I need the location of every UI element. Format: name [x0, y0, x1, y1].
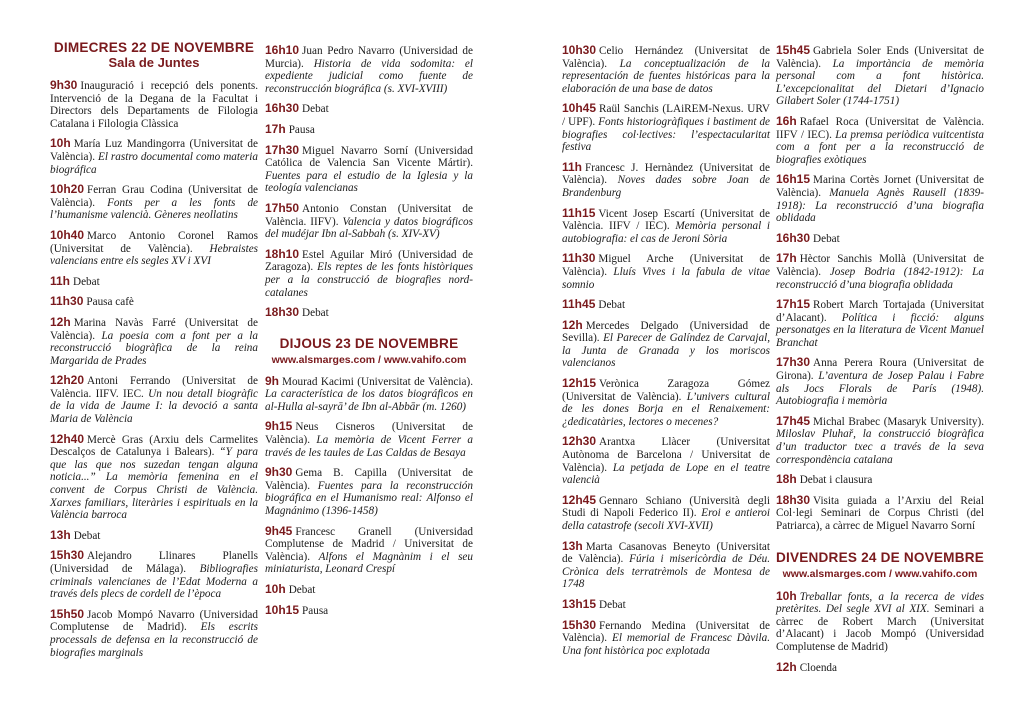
- entry-speaker: Mercè Gras (Arxiu dels Carmelites Descalços de Catalunya i Balears).: [50, 433, 258, 459]
- schedule-entry: [265, 248, 473, 299]
- entry-speaker: Marina Cortès Jornet (Universitat de València).: [776, 174, 984, 199]
- schedule-entry: [562, 319, 770, 370]
- entry-talk-title: Memòria personal i autobiografia: el cas de Jeroni Sòria: [562, 220, 771, 245]
- entry-speaker: Francesc J. Hernàndez (Universitat de València).: [562, 161, 770, 187]
- entry-talk-title: La característica de los datos biográficos en al-Hulla al-sayrā’ de Ibn al-Abbār (m. 1260): [265, 388, 473, 413]
- entry-time: 13h15: [562, 596, 597, 611]
- schedule-entry: [265, 144, 473, 195]
- entry-speaker: Ferran Grau Codina (Universitat de València).: [50, 184, 258, 209]
- entry-speaker: Pausa cafè: [86, 296, 134, 309]
- entry-time: 18h10: [265, 246, 300, 261]
- entry-talk-title: El memorial de Francesc Dàvila. Una font històrica poc explotada: [562, 632, 770, 657]
- entry-talk-title: La premsa periòdica vuitcentista com a font per a la reconstrucció de biografies exòtiques: [776, 128, 985, 166]
- day-heading-wednesday: DIMECRES 22 DE NOVEMBRE: [53, 40, 255, 55]
- schedule-entry: [562, 298, 770, 312]
- entry-speaker: Debat: [302, 103, 329, 116]
- entry-speaker: Arantxa Llàcer (Universitat Autònoma de Barcelona / Universitat de València).: [562, 436, 770, 474]
- entry-time: 16h: [776, 113, 797, 128]
- entry-time: 16h15: [776, 172, 811, 187]
- entry-time: 15h30: [562, 617, 597, 632]
- entry-speaker: Debat: [288, 584, 316, 596]
- entry-speaker: Anna Perera Roura (Universitat de Girona).: [776, 357, 984, 383]
- entry-speaker: Robert March Tortajada (Universitat d’Alacant).: [776, 299, 984, 324]
- entry-speaker: Mourad Kacimi (Universitat de València).: [282, 375, 473, 388]
- entry-time: 15h50: [50, 606, 85, 621]
- entry-talk-title: Valencia y datos biográficos del mudéjar Ibn al-Sabbah (s. XIV-XV): [265, 215, 474, 241]
- entry-time: 10h20: [50, 182, 85, 197]
- schedule-entry: [50, 549, 258, 600]
- entry-time: 18h30: [265, 305, 300, 320]
- entry-speaker: Mercedes Delgado (Universidad de Sevilla).: [562, 319, 770, 345]
- schedule-entry: [50, 79, 258, 130]
- schedule-entry: [776, 252, 984, 291]
- schedule-entry: [265, 202, 473, 241]
- entry-time: 17h45: [776, 413, 811, 428]
- schedule-entry: [776, 173, 984, 224]
- entry-talk-title: La importància de memòria personal com a font històrica. L’excepcionalitat del Dietari d’Ignacio Gilabert Soler (1744-1751): [776, 57, 985, 108]
- day-heading-friday: DIVENDRES 24 DE NOVEMBRE: [776, 549, 984, 565]
- entry-time: 11h15: [562, 205, 596, 220]
- entry-time: 10h30: [562, 43, 597, 57]
- entry-talk-title: Noves dades sobre Joan de Brandenburg: [562, 174, 771, 199]
- entry-speaker: Michal Brabec (Masaryk University).: [813, 415, 984, 428]
- entry-speaker: Miguel Arche (Universitat de València).: [562, 253, 770, 278]
- entry-speaker: Juan Pedro Navarro (Universidad de Murcia).: [265, 45, 473, 70]
- entry-talk-title: L’aventura de Josep Palau i Fabre als Jocs Florals de París (1948). Autobiografia i memòria: [776, 370, 984, 408]
- schedule-entry: [776, 115, 984, 166]
- entry-speaker: Miguel Navarro Sorní (Universidad Católica de Valencia San Vicente Mártir).: [265, 144, 473, 170]
- schedule-entry: [50, 433, 258, 522]
- schedule-entry: [50, 316, 258, 367]
- entry-talk-title: Manuela Agnès Rausell (1839-1918): La reconstrucció d’una biografia oblidada: [776, 186, 985, 225]
- entry-time: 10h: [776, 588, 797, 603]
- entry-time: 9h45: [265, 523, 293, 538]
- entry-time: 12h: [776, 659, 797, 674]
- entry-speaker: Debat: [73, 275, 100, 288]
- schedule-entry: [50, 229, 258, 268]
- schedule-entry: [562, 252, 770, 291]
- entry-time: 10h: [265, 582, 286, 596]
- entry-time: 16h30: [265, 101, 300, 116]
- entry-time: 12h30: [562, 434, 597, 449]
- entry-speaker: Pausa: [302, 604, 329, 617]
- entry-speaker: Jacob Mompó Navarro (Universidad Complutense de Madrid).: [50, 608, 258, 634]
- entry-speaker: Inauguració i recepció dels ponents. Intervenció de la Degana de la Facultat i Directors dels Departaments de Filologia Catalana i Filologia Clàssica: [50, 80, 258, 130]
- entry-time: 9h15: [265, 419, 293, 434]
- schedule-entry: [776, 44, 984, 108]
- entry-time: 12h40: [50, 431, 85, 446]
- entry-time: 12h: [50, 314, 71, 329]
- entry-time: 17h30: [776, 355, 811, 370]
- entry-talk-title: L’univers cultural de les dones Borja en el Renaixement: ¿dedicatàries, lectores o mecenes?: [562, 390, 771, 428]
- schedule-entry: [265, 375, 473, 414]
- entry-speaker: Francesc Granell (Universidad Complutense de Madrid / Universitat de València).: [265, 525, 473, 563]
- entry-time: 17h50: [265, 200, 300, 215]
- entry-talk-title: Fúria i misericòrdia de Déu. Crònica dels terratrèmols de Montesa de 1748: [562, 553, 770, 591]
- entry-speaker: Fernando Medina (Universitat de València).: [562, 619, 770, 645]
- schedule-entry: [265, 525, 473, 576]
- entry-speaker: Cloenda: [799, 661, 837, 674]
- entry-talk-title: Eroi e antieroi della catastrofe (secoli XVI-XVII): [562, 507, 771, 532]
- entry-talk-title: La conceptualización de la representación de fuentes históricas para la elaboración de una base de datos: [562, 57, 770, 95]
- website-link-friday[interactable]: www.alsmarges.com / www.vahifo.com: [782, 567, 978, 580]
- entry-talk-title: Hebraistes valencians entre els segles XV i XVI: [50, 242, 259, 268]
- schedule-entry: [562, 377, 770, 428]
- entry-talk-title: Fonts per a les fonts de l’humanisme valencià. Gèneres neollatins: [50, 196, 258, 222]
- entry-speaker: Rafael Roca (Universitat de València. IIFV / IEC).: [776, 115, 984, 141]
- entry-talk-title: Els escrits processals de defensa en la reconstrucció de biografies marginals: [50, 621, 259, 659]
- schedule-entry: [50, 275, 258, 289]
- entry-speaker: Vicent Josep Escartí (Universitat de València. IIFV / IEC).: [562, 207, 770, 233]
- entry-time: 12h15: [562, 376, 597, 391]
- entry-speaker: Gabriela Soler Ends (Universitat de València).: [776, 45, 984, 70]
- entry-time: 15h45: [776, 43, 811, 57]
- schedule-entry: [562, 161, 770, 200]
- schedule-entry: [776, 232, 984, 246]
- entry-speaker: Neus Cisneros (Universitat de València).: [265, 421, 473, 447]
- entry-time: 12h45: [562, 492, 597, 507]
- entry-speaker: María Luz Mandingorra (Universitat de València).: [50, 138, 258, 163]
- entry-time: 18h30: [776, 492, 811, 507]
- entry-talk-title: La memòria de Vicent Ferrer a través de les taules de Las Caldas de Besaya: [265, 434, 473, 459]
- entry-talk-title: Alfons el Magnànim i el seu miniaturista, Leonard Crespí: [265, 550, 473, 576]
- entry-speaker: Raül Sanchis (LAiREM-Nexus. URV / UPF).: [562, 103, 770, 128]
- entry-talk-title: Miloslav Pluhař, la construcció biogràfica d’un traductor txec a través de la seva correspondència catalana: [776, 428, 984, 466]
- entry-talk-title: Política i ficció: alguns personatges en la literatura de Vicent Manuel Branchat: [776, 311, 984, 349]
- schedule-entry: [562, 494, 770, 533]
- venue-subtitle: Sala de Juntes: [108, 55, 200, 70]
- schedule-entry: [776, 356, 984, 407]
- entry-speaker: Visita guiada a l’Arxiu del Reial Col·legi Seminari de Corpus Christi (del Patriarca), a càrrec de Miguel Navarro Sorní: [776, 494, 984, 532]
- entry-time: 12h20: [50, 373, 85, 388]
- entry-talk-title: El Parecer de Galíndez de Carvajal, la Junta de Granada y los moriscos valencianos: [562, 332, 771, 370]
- column-3: [562, 40, 770, 664]
- entry-time: 11h: [50, 273, 71, 288]
- schedule-entry: [776, 415, 984, 466]
- schedule-entry: [265, 604, 473, 618]
- schedule-entry: [562, 44, 770, 95]
- schedule-entry: [265, 102, 473, 116]
- entry-speaker: Debat: [813, 232, 840, 245]
- entry-speaker: Estel Aguilar Miró (Universidad de Zaragoza).: [265, 248, 473, 274]
- column-1: [50, 40, 258, 666]
- entry-talk-title: Lluís Vives i la fabula de vitae somnio: [562, 265, 771, 291]
- entry-time: 17h: [776, 251, 797, 266]
- schedule-entry: [265, 466, 473, 517]
- entry-speaker: Antonio Constan (Universitat de València. IIFV).: [265, 202, 473, 228]
- column-4: [776, 40, 984, 681]
- entry-time: 18h: [776, 472, 797, 487]
- entry-talk-title: Fuentes para la reconstrucción biográfica en el Humanismo real: Alfonso el Magnánimo (1396-1458): [265, 479, 473, 518]
- entry-speaker: Gema B. Capilla (Universitat de València).: [265, 467, 473, 492]
- schedule-entry: [562, 598, 770, 612]
- schedule-entry: [50, 183, 258, 222]
- entry-talk-title: Un nou detall biogràfic de la vida de Jaume I: la devoció a santa Maria de València: [50, 387, 259, 426]
- entry-talk-title: Bibliografies criminals valencianes de l’Edat Moderna a través dels plecs de cordell de l’època: [50, 563, 258, 601]
- entry-speaker: Debat: [598, 299, 626, 312]
- schedule-entry: [776, 661, 984, 675]
- schedule-entry: [562, 102, 770, 153]
- website-link-thursday[interactable]: www.alsmarges.com / www.vahifo.com: [271, 353, 467, 366]
- entry-time: 17h15: [776, 297, 811, 312]
- entry-speaker: Antoni Ferrando (Universitat de València. IIFV. IEC.: [50, 375, 258, 400]
- schedule-entry: [776, 494, 984, 533]
- entry-talk-title: Fonts historiogràfiques i bastiment de biografies col·lectives: l’espectacularitat festiva: [562, 115, 771, 154]
- entry-speaker: Marina Navàs Farré (Universitat de València).: [50, 316, 258, 342]
- entry-time: 10h40: [50, 227, 85, 242]
- schedule-entry: [50, 529, 258, 543]
- schedule-entry: [562, 435, 770, 486]
- entry-time: 10h45: [562, 101, 597, 116]
- entry-time: 10h: [50, 136, 71, 151]
- entry-time: 11h30: [562, 251, 596, 266]
- entry-speaker: Marco Antonio Coronel Ramos (Universitat de València).: [50, 229, 258, 255]
- entry-time: 9h30: [265, 465, 293, 480]
- entry-speaker: Pausa: [288, 123, 315, 136]
- day-heading-thursday: DIJOUS 23 DE NOVEMBRE: [279, 335, 459, 351]
- schedule-entry: [265, 420, 473, 459]
- entry-speaker: Alejandro Llinares Planells (Universidad de Málaga).: [50, 550, 258, 575]
- entry-speaker: Debat: [599, 598, 626, 611]
- schedule-entry: [265, 44, 473, 95]
- entry-speaker: Marta Casanovas Beneyto (Universitat de València).: [562, 540, 770, 566]
- schedule-entry: [50, 137, 258, 176]
- entry-talk-title: Josep Bodria (1842-1912): La reconstrucció d’una biografia oblidada: [776, 265, 984, 291]
- entry-speaker: Gennaro Schiano (Università degli Studi di Napoli Federico II).: [562, 494, 770, 520]
- schedule-entry: [562, 540, 770, 591]
- entry-talk-title: “Y para que las que nos suzedan tengan alguna noticia...” La memòria femenina en el convent de Corpus Christi de València. Xarxes familiars, literàries i espirituals en la València barroca: [50, 446, 258, 522]
- entry-time: 11h45: [562, 297, 596, 312]
- entry-speaker: Debat: [73, 529, 101, 542]
- entry-detail: Seminari a càrrec de Robert March (Universitat d’Alacant) i Jacob Mompó (Universidad Complutense de Madrid): [776, 603, 985, 653]
- schedule-entry: [562, 619, 770, 658]
- column-2: [265, 40, 473, 624]
- entry-time: 9h: [265, 373, 280, 388]
- schedule-entry: [265, 306, 473, 320]
- entry-time: 13h: [562, 538, 583, 553]
- entry-time: 15h30: [50, 548, 85, 563]
- entry-speaker: Debat i clausura: [799, 474, 873, 487]
- entry-time: 13h: [50, 527, 71, 542]
- schedule-entry: [776, 298, 984, 349]
- entry-talk-title: Historia de vida sodomita: el expediente judicial como fuente de reconstrucción biográfica (s. XVI-XVIII): [265, 57, 473, 95]
- entry-talk-title: Treballar fonts, a la recerca de vides pretèrites. Del segle XVI al XIX.: [776, 590, 984, 616]
- entry-talk-title: Els reptes de les fonts històriques per a la construcció de biografies nord-catalanes: [265, 261, 473, 299]
- entry-speaker: Hèctor Sanchis Mollà (Universitat de València).: [776, 253, 984, 278]
- entry-speaker: Debat: [302, 307, 329, 320]
- entry-time: 17h30: [265, 142, 300, 157]
- entry-talk-title: El rastro documental como materia biográfica: [50, 150, 258, 176]
- entry-talk-title: La poesia com a font per a la reconstrucció biogràfica de la reina Margarida de Prades: [50, 329, 259, 367]
- schedule-entry: [50, 374, 258, 425]
- schedule-entry: [50, 295, 258, 309]
- entry-speaker: Verònica Zaragoza Gómez (Universitat de València).: [562, 378, 770, 403]
- schedule-entry: [776, 473, 984, 487]
- entry-time: 12h: [562, 317, 583, 332]
- entry-time: 16h30: [776, 230, 811, 245]
- entry-talk-title: La petjada de Lope en el teatre valencià: [562, 461, 770, 487]
- entry-time: 17h: [265, 121, 286, 136]
- entry-talk-title: Fuentes para el estudio de la Iglesia y la teología valencianas: [265, 169, 473, 195]
- schedule-entry: [265, 123, 473, 137]
- schedule-entry: [776, 590, 984, 654]
- schedule-entry: [50, 608, 258, 659]
- entry-time: 11h: [562, 159, 583, 174]
- entry-time: 10h15: [265, 602, 300, 617]
- entry-time: 9h30: [50, 78, 78, 92]
- entry-time: 11h30: [50, 294, 84, 309]
- schedule-entry: [562, 207, 770, 246]
- schedule-entry: [265, 583, 473, 597]
- entry-time: 16h10: [265, 43, 300, 57]
- entry-speaker: Celio Hernández (Universitat de València).: [562, 45, 770, 70]
